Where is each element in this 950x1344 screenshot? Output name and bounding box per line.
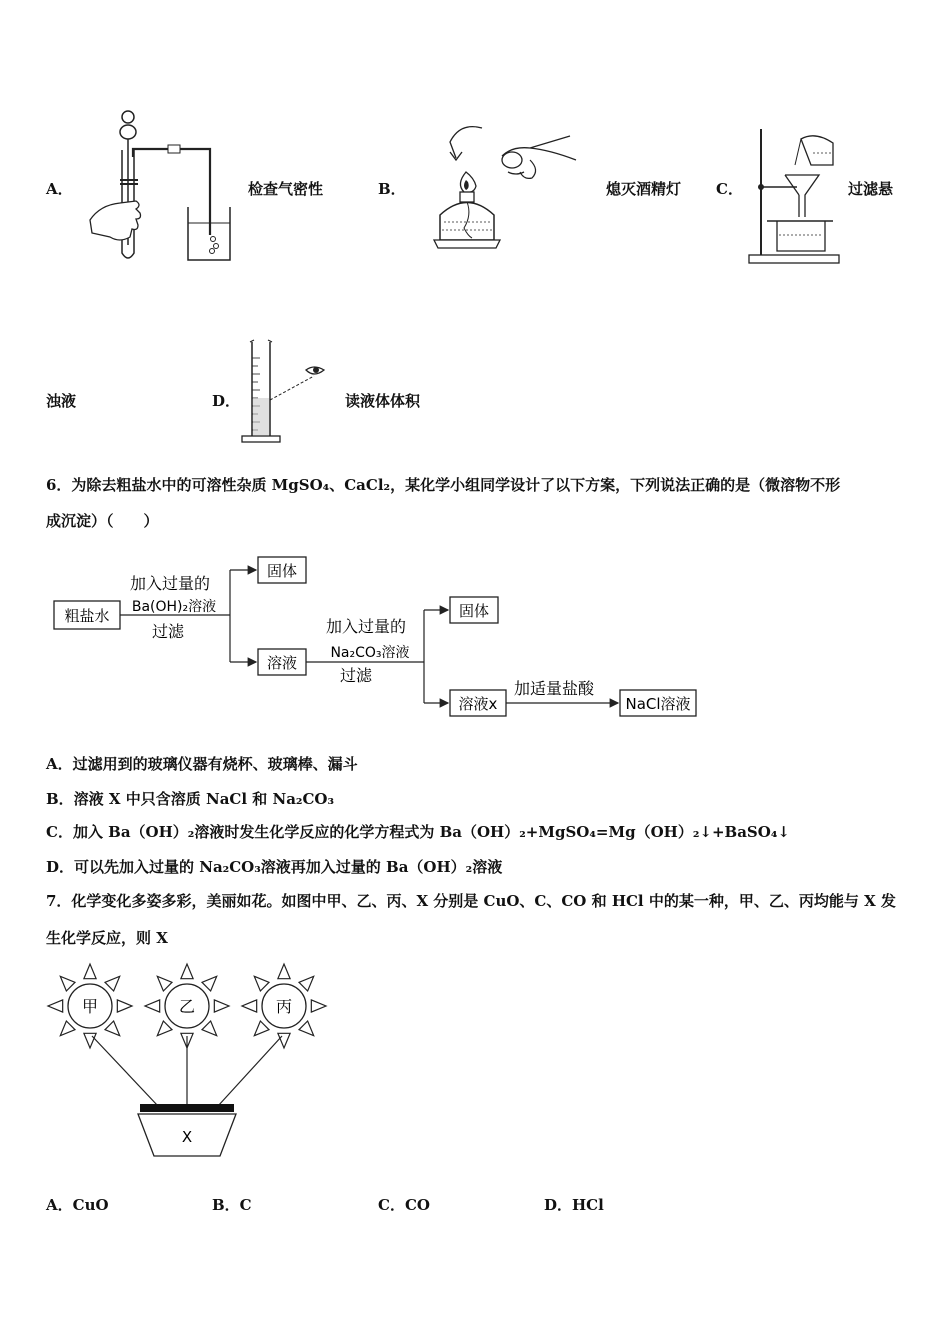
- q6-stem-line2: 成沉淀）（ ）: [46, 512, 159, 530]
- flow-step3: 加适量盐酸: [513, 679, 595, 698]
- q7-stem-line1: 7．化学变化多姿多彩，美丽如花。如图中甲、乙、丙、X 分别是 CuO、C、CO 和 HCl 中的某一种，甲、乙、丙均能与 X 发: [46, 892, 896, 910]
- flow-step2-mid: Na₂CO₃溶液: [330, 645, 410, 661]
- flower-label-bing: 丙: [275, 997, 293, 1016]
- flower-petal: [48, 1000, 63, 1012]
- flower-petal: [84, 1033, 96, 1048]
- q5-option-c-label: C．: [716, 180, 743, 198]
- graduated-cylinder-figure: [236, 338, 336, 448]
- flower-label-jia: 甲: [81, 997, 99, 1016]
- flower-petal: [254, 976, 269, 991]
- flower-petal: [202, 1021, 217, 1036]
- flower-petal: [278, 964, 290, 979]
- flower-petal: [202, 976, 217, 991]
- flower-label-yi: 乙: [178, 997, 196, 1016]
- flow-step1-bot: 过滤: [151, 622, 185, 641]
- q6-option-a: A．过滤用到的玻璃仪器有烧杯、玻璃棒、漏斗: [46, 755, 358, 773]
- q5-option-b-label: B．: [378, 180, 406, 198]
- flow-text-solution-x: 溶液x: [458, 695, 498, 713]
- flower-petal: [105, 976, 120, 991]
- q5-option-d-text: 读液体体积: [345, 392, 421, 410]
- flower-petal: [60, 976, 75, 991]
- flow-text-solution: 溶液: [266, 654, 298, 672]
- q7-option-d: D．HCl: [544, 1196, 604, 1214]
- flower-petal: [311, 1000, 326, 1012]
- q5-option-a-text: 检查气密性: [248, 180, 324, 198]
- alcohol-lamp-figure: [420, 120, 590, 255]
- q7-stem-line2: 生化学反应，则 X: [46, 929, 168, 947]
- flower-petal: [181, 964, 193, 979]
- q5-option-c-text-continued: 浊液: [46, 392, 77, 410]
- flow-step1-top: 加入过量的: [129, 574, 211, 593]
- flower-petal: [299, 1021, 314, 1036]
- flower-petal: [242, 1000, 257, 1012]
- q7-flower-figure: [40, 960, 340, 1165]
- flower-petal: [157, 1021, 172, 1036]
- q7-option-a: A．CuO: [46, 1196, 109, 1214]
- flower-petal: [84, 964, 96, 979]
- flow-step1-mid: Ba(OH)₂溶液: [131, 599, 217, 615]
- q6-option-c: C．加入 Ba（OH）₂溶液时发生化学反应的化学方程式为 Ba（OH）₂+MgSO₄=Mg（OH）₂↓+BaSO₄↓: [46, 823, 790, 841]
- pot-label: X: [181, 1128, 193, 1146]
- flower-petal: [157, 976, 172, 991]
- q6-stem-line1: 6．为除去粗盐水中的可溶性杂质 MgSO₄、CaCl₂，某化学小组同学设计了以下方案，下列说法正确的是（微溶物不形: [46, 476, 841, 494]
- q7-option-c: C．CO: [378, 1196, 430, 1214]
- q5-option-c-text: 过滤悬: [848, 180, 894, 198]
- flow-text-nacl-solution: NaCl溶液: [625, 695, 691, 713]
- flow-step2-top: 加入过量的: [325, 617, 407, 636]
- flower-petal: [254, 1021, 269, 1036]
- flow-text-crude-brine: 粗盐水: [64, 607, 110, 625]
- flower-petal: [214, 1000, 229, 1012]
- q6-option-d: D．可以先加入过量的 Na₂CO₃溶液再加入过量的 Ba（OH）₂溶液: [46, 858, 503, 876]
- q7-option-b: B．C: [212, 1196, 252, 1214]
- flower-petal: [278, 1033, 290, 1048]
- flow-text-solid-2: 固体: [458, 602, 490, 620]
- flow-step2-bot: 过滤: [339, 666, 373, 685]
- flower-petal: [105, 1021, 120, 1036]
- q5-option-a-label: A．: [46, 180, 73, 198]
- flower-petal: [60, 1021, 75, 1036]
- q6-option-b: B．溶液 X 中只含溶质 NaCl 和 Na₂CO₃: [46, 790, 335, 808]
- airtightness-check-figure: [80, 105, 240, 265]
- flower-petal: [299, 976, 314, 991]
- flow-text-solid-1: 固体: [266, 562, 298, 580]
- filtration-figure: [745, 125, 845, 265]
- q5-option-b-text: 熄灭酒精灯: [606, 180, 682, 198]
- q5-option-d-label: D．: [212, 392, 241, 410]
- flower-petal: [145, 1000, 160, 1012]
- q6-flowchart: [40, 545, 720, 735]
- flower-petal: [117, 1000, 132, 1012]
